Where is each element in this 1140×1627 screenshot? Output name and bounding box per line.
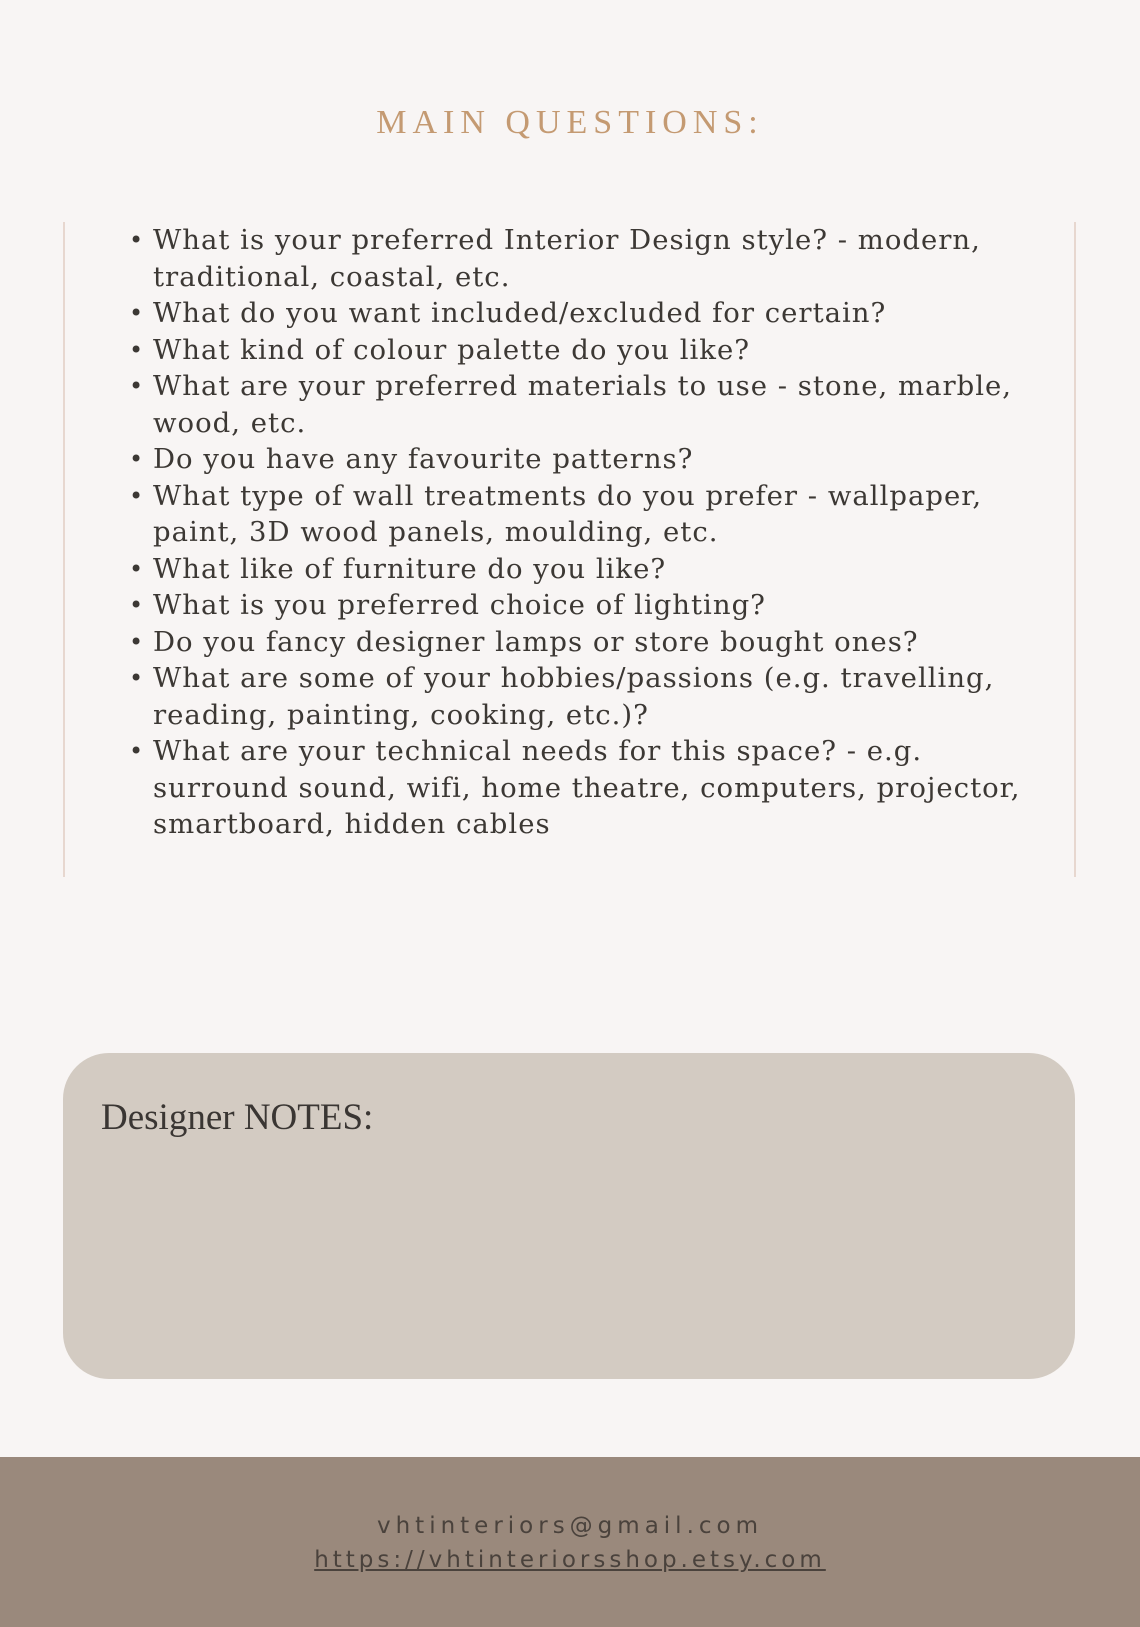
- list-item: [129, 478, 1034, 551]
- footer: [0, 1457, 1140, 1627]
- bullet-icon: •: [129, 226, 145, 254]
- bullet-icon: •: [129, 627, 145, 656]
- list-item: [129, 368, 1034, 441]
- bullet-icon: •: [129, 445, 145, 473]
- bullet-icon: •: [129, 554, 145, 583]
- footer-email[interactable]: vhtinteriors@gmail.com: [376, 1513, 763, 1539]
- list-item: [129, 624, 1034, 661]
- footer-shop-link[interactable]: https://vhtinteriorsshop.etsy.com: [314, 1547, 826, 1573]
- bullet-icon: •: [129, 664, 145, 692]
- list-item: [129, 733, 1034, 843]
- question-text: Do you fancy designer lamps or store bought ones?: [153, 625, 919, 658]
- list-item: [129, 332, 1034, 369]
- question-text: What are your technical needs for this space? - e.g. surround sound, wifi, home theatre, computers, projector, smartboard, hidden cables: [153, 735, 1021, 840]
- question-text: What are your preferred materials to use - stone, marble, wood, etc.: [153, 370, 1013, 439]
- question-text: What type of wall treatments do you prefer - wallpaper, paint, 3D wood panels, moulding, etc.: [153, 479, 983, 548]
- bullet-icon: •: [129, 372, 145, 400]
- question-text: What are some of your hobbies/passions (e.g. travelling, reading, painting, cooking, etc.)?: [153, 662, 995, 731]
- question-text: What is you preferred choice of lighting?: [153, 589, 766, 621]
- page-title: MAIN QUESTIONS:: [376, 104, 764, 141]
- list-item: [129, 295, 1034, 332]
- questions-panel: [63, 222, 1076, 877]
- question-text: What is your preferred Interior Design style? - modern, traditional, coastal, etc.: [153, 224, 981, 293]
- bullet-icon: •: [129, 591, 145, 619]
- list-item: [129, 441, 1034, 478]
- bullet-icon: •: [129, 481, 145, 510]
- questions-list: [65, 222, 1034, 843]
- question-text: Do you have any favourite patterns?: [153, 443, 694, 475]
- question-text: What do you want included/excluded for certain?: [153, 297, 887, 329]
- list-item: [129, 222, 1034, 295]
- question-text: What like of furniture do you like?: [153, 552, 667, 585]
- list-item: [129, 551, 1034, 588]
- bullet-icon: •: [129, 299, 145, 327]
- designer-notes-title: Designer NOTES:: [101, 1097, 374, 1138]
- question-text: What kind of colour palette do you like?: [153, 333, 750, 366]
- list-item: [129, 587, 1034, 624]
- list-item: [129, 660, 1034, 733]
- bullet-icon: •: [129, 335, 145, 364]
- bullet-icon: •: [129, 737, 145, 765]
- designer-notes-box[interactable]: [63, 1053, 1075, 1379]
